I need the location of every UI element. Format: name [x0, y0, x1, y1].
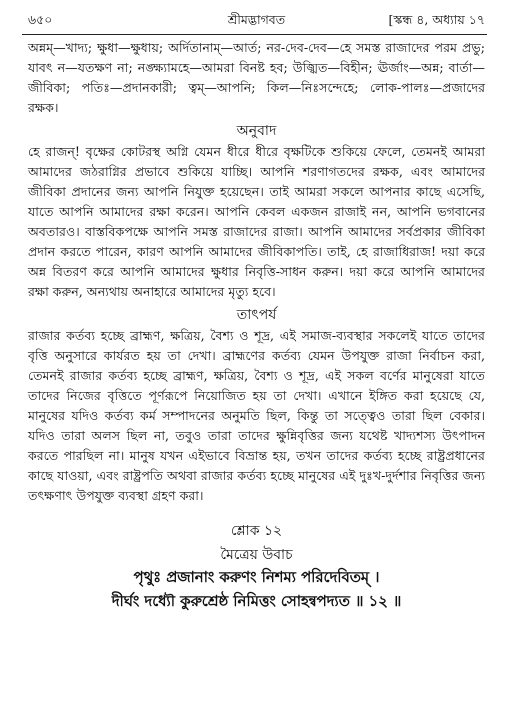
verse-speaker: মৈত্রেয় উবাচ [220, 547, 293, 563]
synonyms-paragraph: অন্নম্—খাদ্য; ক্ষুধা—ক্ষুধায়; অর্দিতানাম্—আর্ত; নর-দেব-দেব—হে সমস্ত রাজাদের পরম প্রভু; যাবৎ ন—যতক্ষণ না; নঙ্ক্ষ্যামহে—আমরা বিনষ্ট হব; উজ্ঝিত—বিহীন; ঊর্জাং—অন্ন; বার্তা—জীবিকা; পতিঃ—প্রদানকারী; ত্বম্—আপনি; কিল—নিঃসন্দেহে; লোক-পালঃ—প্রজাদের রক্ষক। [28, 40, 485, 115]
section-reference: [স্কন্ধ ৪, অধ্যায় ১৭ [388, 12, 485, 27]
translation-paragraph: হে রাজন্! বৃক্ষের কোটরস্থ অগ্নি যেমন ধীরে ধীরে বৃক্ষটিকে শুকিয়ে ফেলে, তেমনই আমরা আমাদের জঠরাগ্নির প্রভাবে শুকিয়ে যাচ্ছি। আপনি শরণাগতদের রক্ষক, এবং আমাদের জীবিকা প্রদানের জন্য আপনি নিযুক্ত হয়েছেন। তাই আমরা সকলে আপনার কাছে এসেছি, যাতে আপনি আমাদের রক্ষা করেন। আপনি কেবল একজন রাজাই নন, আপনি ভগবানের অবতারও। বাস্তবিকপক্ষে আপনি সমস্ত রাজাদের রাজা। আপনি আমাদের সর্বপ্রকার জীবিকা প্রদান করতে পারেন, কারণ আপনি আমাদের জীবিকাপতি। তাই, হে রাজাধিরাজ! দয়া করে অন্ন বিতরণ করে আপনি আমাদের ক্ষুধার নিবৃত্তি-সাধন করুন। দয়া করে আপনি আমাদের রক্ষা করুন, অন্যথায় অনাহারে আমাদের মৃত্যু হবে। [28, 144, 485, 299]
verse-number: শ্লোক ১২ [230, 523, 283, 539]
header-rule [22, 34, 487, 35]
book-title: শ্রীমদ্ভাগবত [227, 12, 286, 27]
verse-line-2: দীর্ঘং দধ্যৌ কুরুশ্রেষ্ঠ নিমিত্তং সোহন্বপদ্যত ॥ ১২ ॥ [111, 593, 402, 610]
verse-line-1: পৃথুঃ প্রজানাং করুণং নিশম্য পরিদেবিতম্ । [133, 569, 380, 586]
page-content [28, 38, 485, 614]
page-number: ৬৫০ [28, 12, 53, 27]
purport-heading: তাৎপর্য [236, 307, 277, 323]
purport-paragraph: রাজার কর্তব্য হচ্ছে ব্রাহ্মণ, ক্ষত্রিয়, বৈশ্য ও শূদ্র, এই সমাজ-ব্যবস্থার সকলেই যাতে তাদের বৃত্তি অনুসারে কার্যরত হয় তা দেখা। ব্রাহ্মণের কর্তব্য যেমন উপযুক্ত রাজা নির্বাচন করা, তেমনই রাজার কর্তব্য হচ্ছে ব্রাহ্মণ, ক্ষত্রিয়, বৈশ্য ও শূদ্র, এই সকল বর্ণের মানুষেরা যাতে তাদের নিজের বৃত্তিতে পূর্ণরূপে নিয়োজিত হয় তা দেখা। এখানে ইঙ্গিত করা হয়েছে যে, মানুষের যদিও কর্তব্য কর্ম সম্পাদনের অনুমতি ছিল, কিন্তু তা সত্ত্বেও তারা ছিল বেকার। যদিও তারা অলস ছিল না, তবুও তারা তাদের ক্ষুন্নিবৃত্তির জন্য যথেষ্ট খাদ্যশস্য উৎপাদন করতে পারছিল না। মানুষ যখন এইভাবে বিভ্রান্ত হয়, তখন তাদের কর্তব্য হচ্ছে রাষ্ট্রপ্রধানের কাছে যাওয়া, এবং রাষ্ট্রপতি অথবা রাজার কর্তব্য হচ্ছে মানুষের এই দুঃখ-দুর্দশার নিবৃত্তির জন্য তৎক্ষণাৎ উপযুক্ত ব্যবস্থা গ্রহণ করা। [28, 328, 485, 503]
section-spacer [28, 506, 485, 518]
page-header [28, 12, 485, 32]
translation-heading: অনুবাদ [236, 123, 277, 139]
